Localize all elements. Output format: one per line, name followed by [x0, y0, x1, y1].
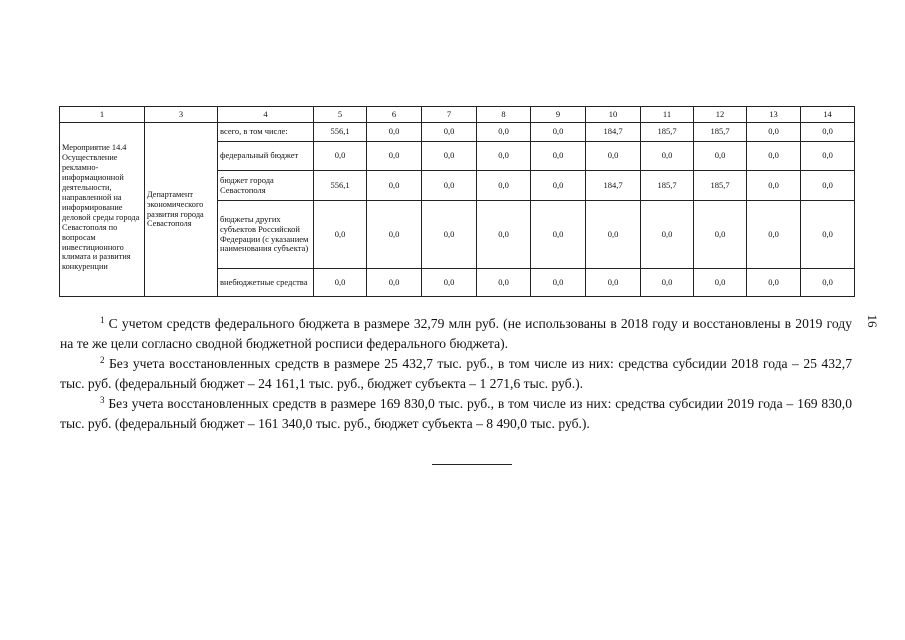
column-header: 6	[367, 107, 422, 123]
value-cell: 0,0	[586, 142, 641, 171]
end-separator-line	[432, 464, 512, 465]
value-cell: 0,0	[694, 142, 747, 171]
value-cell: 0,0	[641, 142, 694, 171]
column-header: 4	[218, 107, 314, 123]
footnote-mark: 1	[100, 315, 105, 325]
funding-source-cell: всего, в том числе:	[218, 123, 314, 142]
footnote-text: С учетом средств федерального бюджета в размере 32,79 млн руб. (не использованы в 2018 году и восстановлены в 2019 году на те же цели согласно сводной бюджетной росписи федерального бюджета).	[60, 316, 852, 351]
value-cell: 0,0	[367, 142, 422, 171]
value-cell: 0,0	[477, 269, 531, 297]
value-cell: 0,0	[586, 201, 641, 269]
value-cell: 185,7	[694, 123, 747, 142]
column-header: 14	[801, 107, 855, 123]
value-cell: 0,0	[531, 171, 586, 201]
value-cell: 0,0	[422, 142, 477, 171]
column-header: 7	[422, 107, 477, 123]
department-cell: Департамент экономического развития города Севастополя	[145, 123, 218, 297]
footnote-mark: 3	[100, 395, 105, 405]
value-cell: 0,0	[531, 269, 586, 297]
value-cell: 0,0	[422, 269, 477, 297]
footnote-mark: 2	[100, 355, 105, 365]
value-cell: 185,7	[641, 123, 694, 142]
footnote-text: Без учета восстановленных средств в размере 25 432,7 тыс. руб., в том числе из них: средства субсидии 2018 года – 25 432,7 тыс. руб. (федеральный бюджет – 24 161,1 тыс. руб., бюджет субъекта – 1 271,6 тыс. руб.).	[60, 356, 852, 391]
column-header: 1	[60, 107, 145, 123]
footnote-text: Без учета восстановленных средств в размере 169 830,0 тыс. руб., в том числе из них: средства субсидии 2019 года – 169 830,0 тыс. руб. (федеральный бюджет – 161 340,0 тыс. руб., бюджет субъекта – 8 490,0 тыс. руб.).	[60, 396, 852, 431]
value-cell: 0,0	[477, 201, 531, 269]
footnote	[60, 394, 852, 434]
value-cell: 0,0	[641, 201, 694, 269]
footnote	[60, 354, 852, 394]
value-cell: 0,0	[586, 269, 641, 297]
value-cell: 0,0	[477, 171, 531, 201]
value-cell: 0,0	[801, 171, 855, 201]
value-cell: 0,0	[801, 123, 855, 142]
funding-source-cell: бюджеты других субъектов Российской Федерации (с указанием наименования субъекта)	[218, 201, 314, 269]
funding-source-cell: бюджет города Севастополя	[218, 171, 314, 201]
value-cell: 0,0	[801, 201, 855, 269]
value-cell: 0,0	[747, 269, 801, 297]
column-header: 12	[694, 107, 747, 123]
value-cell: 0,0	[367, 123, 422, 142]
funding-source-cell: внебюджетные средства	[218, 269, 314, 297]
value-cell: 0,0	[367, 171, 422, 201]
value-cell: 185,7	[694, 171, 747, 201]
footnotes	[60, 314, 852, 434]
value-cell: 185,7	[641, 171, 694, 201]
value-cell: 0,0	[801, 269, 855, 297]
value-cell: 0,0	[531, 142, 586, 171]
value-cell: 0,0	[801, 142, 855, 171]
value-cell: 0,0	[422, 201, 477, 269]
value-cell: 184,7	[586, 123, 641, 142]
value-cell: 0,0	[641, 269, 694, 297]
value-cell: 0,0	[422, 123, 477, 142]
value-cell: 0,0	[314, 142, 367, 171]
value-cell: 0,0	[314, 201, 367, 269]
table-row	[60, 123, 855, 142]
value-cell: 0,0	[367, 201, 422, 269]
budget-table	[59, 106, 855, 297]
column-header: 10	[586, 107, 641, 123]
value-cell: 0,0	[367, 269, 422, 297]
column-header: 3	[145, 107, 218, 123]
value-cell: 0,0	[314, 269, 367, 297]
value-cell: 0,0	[531, 123, 586, 142]
funding-source-cell: федеральный бюджет	[218, 142, 314, 171]
value-cell: 0,0	[422, 171, 477, 201]
column-header: 8	[477, 107, 531, 123]
page-number: 16	[865, 314, 880, 328]
value-cell: 0,0	[747, 201, 801, 269]
measure-cell: Мероприятие 14.4 Осуществление рекламно-информационной деятельности, направленной на информирование деловой среды города Севастополя по вопросам инвестиционного климата и развития конкуренции	[60, 123, 145, 297]
value-cell: 0,0	[694, 269, 747, 297]
column-header: 5	[314, 107, 367, 123]
value-cell: 184,7	[586, 171, 641, 201]
value-cell: 0,0	[747, 142, 801, 171]
value-cell: 0,0	[747, 171, 801, 201]
footnote	[60, 314, 852, 354]
column-header: 11	[641, 107, 694, 123]
table-header-row	[60, 107, 855, 123]
value-cell: 0,0	[477, 142, 531, 171]
value-cell: 556,1	[314, 171, 367, 201]
value-cell: 0,0	[531, 201, 586, 269]
value-cell: 0,0	[747, 123, 801, 142]
column-header: 13	[747, 107, 801, 123]
value-cell: 0,0	[694, 201, 747, 269]
column-header: 9	[531, 107, 586, 123]
value-cell: 0,0	[477, 123, 531, 142]
value-cell: 556,1	[314, 123, 367, 142]
